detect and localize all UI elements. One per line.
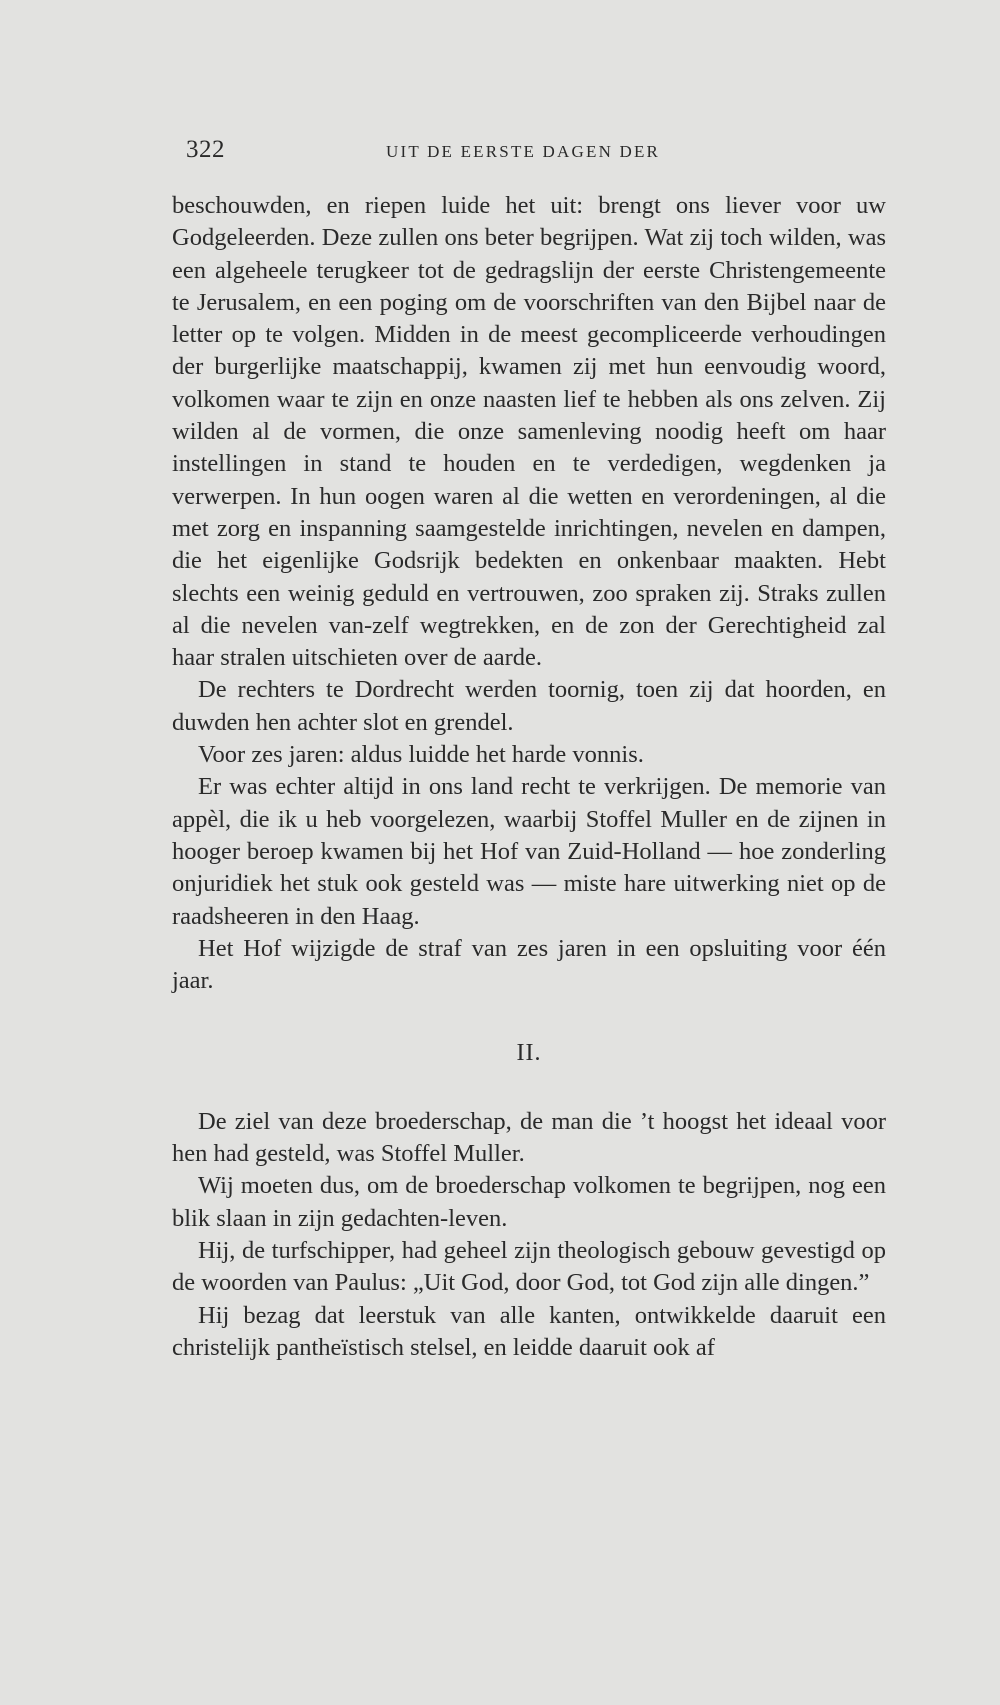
paragraph: De rechters te Dordrecht werden toornig, toen zij dat hoorden, en duwden hen achter slot en grendel. — [172, 676, 886, 736]
page-number: 322 — [186, 136, 225, 163]
paragraph: De ziel van deze broederschap, de man die ’t hoogst het ideaal voor hen had gesteld, was Stoffel Muller. — [172, 1107, 886, 1168]
paragraph: Er was echter altijd in ons land recht te verkrijgen. De memorie van appèl, die ik u heb voorgelezen, waarbij Stoffel Muller en de zijnen in hooger beroep kwamen bij het Hof van Zuid-Holland — hoe zonderling onjuridiek het stuk ook gesteld was — miste hare uitwerking niet op de raadsheeren in den Haag. — [172, 773, 886, 930]
paragraph: Wij moeten dus, om de broederschap volkomen te begrijpen, nog een blik slaan in zijn gedachten-leven. — [172, 1172, 886, 1232]
paragraph: beschouwden, en riepen luide het uit: brengt ons liever voor uw Godgeleerden. Deze zullen ons beter begrijpen. Wat zij toch wilden, was een algeheele terugkeer tot de gedragslijn der eerste Christengemeente te Jerusalem, en een poging om de voorschriften van den Bijbel naar de letter op te volgen. Midden in de meest gecompliceerde verhoudingen der burgerlijke maatschappij, kwamen zij met hun eenvoudig woord, volkomen waar te zijn en onze naasten lief te hebben als ons zelven. Zij wilden al de vormen, die onze samenleving noodig heeft om haar instellingen in stand te houden en te verdedigen, wegdenken ja verwerpen. In hun oogen waren al die wetten en verordeningen, al die met zorg en inspanning saamgestelde inrichtingen, nevelen en dampen, die het eigenlijke Godsrijk bedekten en onkenbaar maakten. Hebt slechts een weinig geduld en vertrouwen, zoo spraken zij. Straks zullen al die nevelen van-zelf wegtrekken, en de zon der Gerechtigheid zal haar stralen uitschieten over de aarde. — [172, 192, 886, 672]
body-text — [172, 190, 886, 1364]
section-heading: II. — [516, 1040, 542, 1067]
paragraph: Het Hof wijzigde de straf van zes jaren in een opsluiting voor één jaar. — [172, 934, 886, 995]
page-header — [186, 136, 886, 170]
paragraph: Voor zes jaren: aldus luidde het harde vonnis. — [198, 741, 644, 769]
running-head: UIT DE EERSTE DAGEN DER — [386, 142, 661, 161]
paragraph: Hij, de turfschipper, had geheel zijn theologisch gebouw gevestigd op de woorden van Paulus: „Uit God, door God, tot God zijn alle dingen.” — [172, 1236, 886, 1297]
paragraph: Hij bezag dat leerstuk van alle kanten, ontwikkelde daaruit een christelijk pantheïstisch stelsel, en leidde daaruit ook af — [172, 1301, 886, 1361]
